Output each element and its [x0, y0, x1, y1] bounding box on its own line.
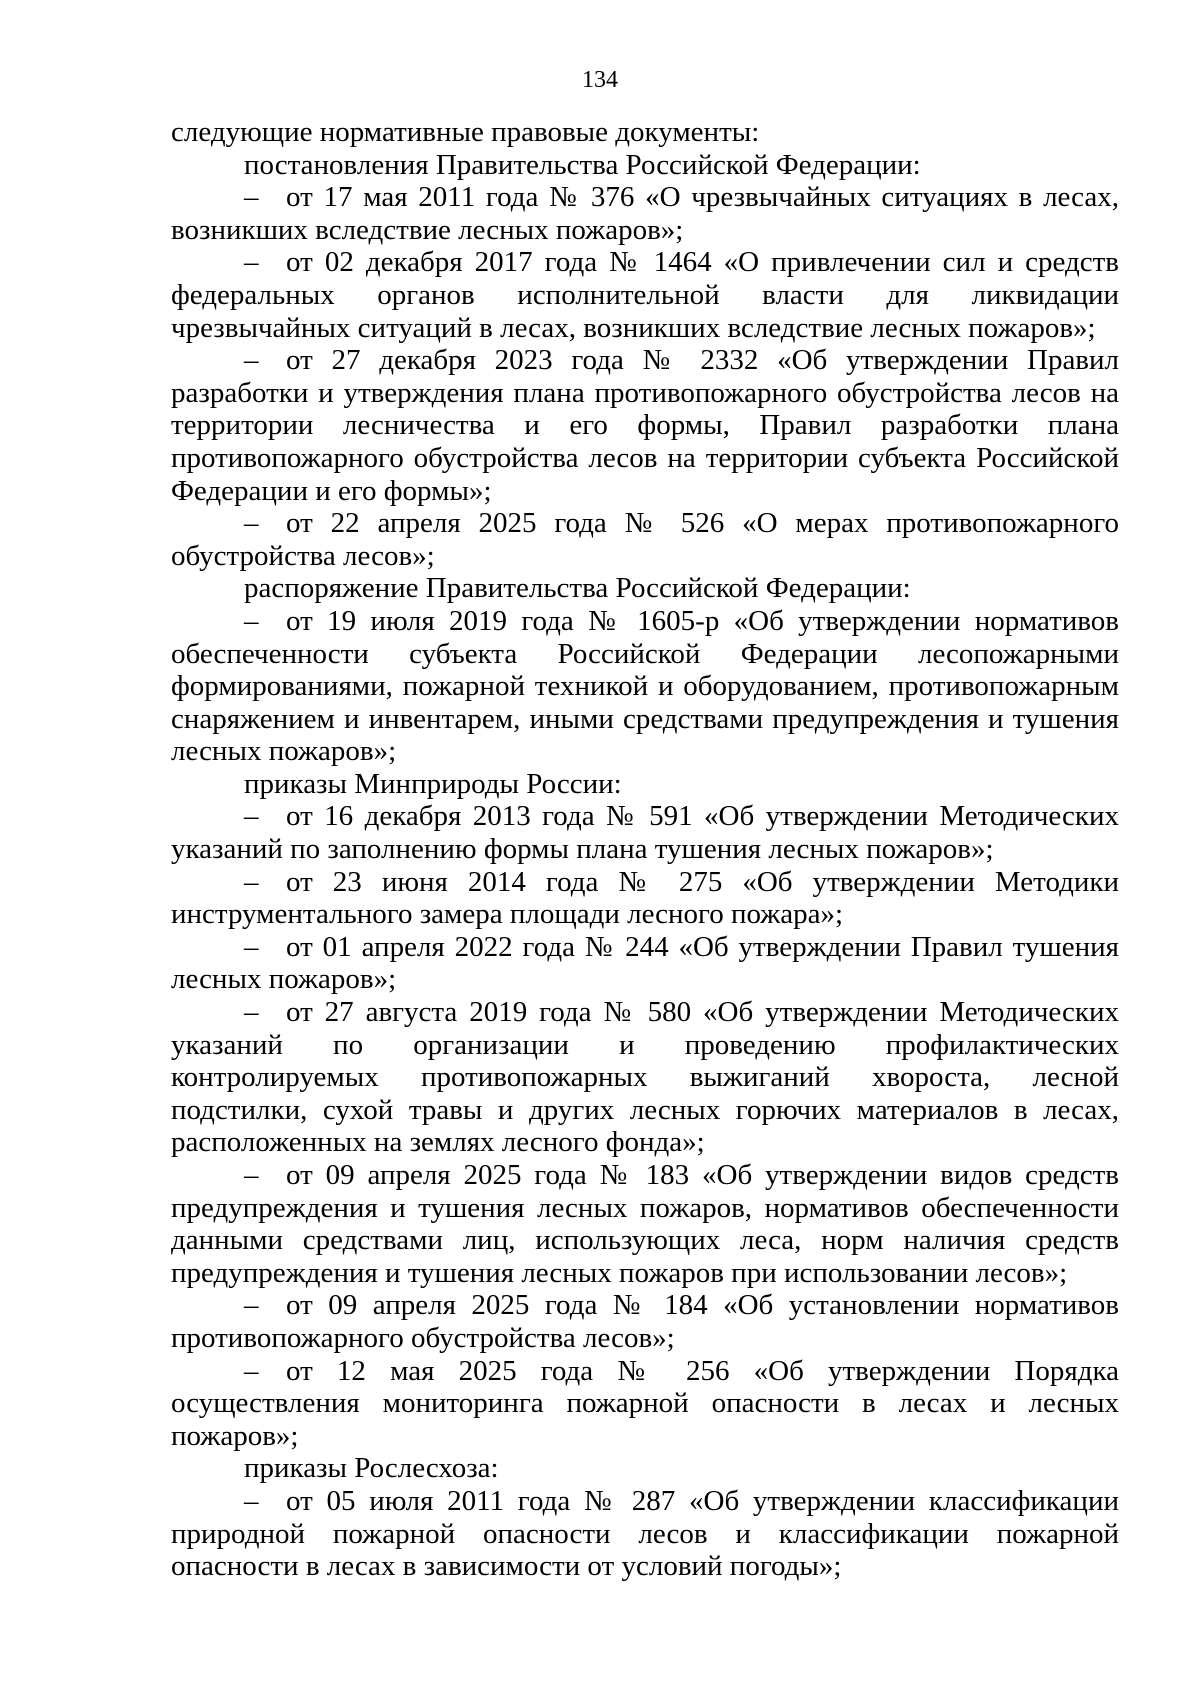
dash-marker: – — [244, 181, 259, 214]
list-item — [171, 181, 1119, 246]
list-item-text: от 17 мая 2011 года № 376 «О чрезвычайных ситуациях в лесах, возникших вследствие лесных пожаров»; — [171, 181, 1119, 246]
list-item-text: от 27 августа 2019 года № 580 «Об утверждении Методических указаний по организации и проведению профилактических контролируемых противопожарных выжиганий хвороста, лесной подстилки, сухой травы и других лесных горючих материалов в лесах, расположенных на землях лесного фонда»; — [171, 996, 1119, 1159]
list-item — [171, 996, 1119, 1159]
list-item-text: от 09 апреля 2025 года № 183 «Об утверждении видов средств предупреждения и тушения лесных пожаров, нормативов обеспеченности данными средствами лиц, использующих леса, норм наличия средств предупреждения и тушения лесных пожаров при использовании лесов»; — [171, 1159, 1119, 1289]
list-item — [171, 246, 1119, 344]
list-item — [171, 800, 1119, 865]
list-item — [171, 344, 1119, 507]
dash-marker: – — [244, 604, 259, 637]
intro-paragraph: следующие нормативные правовые документы: — [171, 116, 760, 148]
list-item — [171, 1355, 1119, 1453]
group-heading: распоряжение Правительства Российской Федерации: — [244, 572, 911, 605]
list-item — [171, 1485, 1119, 1583]
document-body — [171, 116, 1119, 1583]
list-item — [171, 1289, 1119, 1354]
list-item-text: от 23 июня 2014 года № 275 «Об утверждении Методики инструментального замера площади лесного пожара»; — [171, 865, 1119, 931]
group-heading: приказы Рослесхоза: — [244, 1452, 499, 1485]
dash-marker: – — [244, 507, 259, 540]
dash-marker: – — [244, 996, 259, 1029]
list-item — [171, 931, 1119, 996]
list-item-text: от 19 июля 2019 года № 1605-р «Об утверждении нормативов обеспеченности субъекта Российской Федерации лесопожарными формированиями, пожарной техникой и оборудованием, противопожарным снаряжением и инвентарем, иными средствами предупреждения и тушения лесных пожаров»; — [171, 604, 1119, 768]
list-item-text: от 27 декабря 2023 года № 2332 «Об утверждении Правил разработки и утверждения плана противопожарного обустройства лесов на территории лесничества и его формы, Правил разработки плана противопожарного обустройства лесов на территории субъекта Российской Федерации и его формы»; — [171, 344, 1119, 507]
list-item-text: от 01 апреля 2022 года № 244 «Об утверждении Правил тушения лесных пожаров»; — [171, 930, 1119, 996]
group-heading: постановления Правительства Российской Федерации: — [244, 148, 921, 181]
dash-marker: – — [244, 1484, 259, 1517]
list-item-text: от 09 апреля 2025 года № 184 «Об установлении нормативов противопожарного обустройства лесов»; — [171, 1289, 1119, 1354]
dash-marker: – — [244, 344, 259, 377]
page-number: 134 — [582, 67, 618, 93]
dash-marker: – — [244, 865, 259, 898]
dash-marker: – — [244, 1159, 259, 1191]
list-item-text: от 02 декабря 2017 года № 1464 «О привлечении сил и средств федеральных органов исполнительной власти для ликвидации чрезвычайных ситуаций в лесах, возникших вследствие лесных пожаров»; — [171, 246, 1119, 344]
list-item-text: от 12 мая 2025 года № 256 «Об утверждении Порядка осуществления мониторинга пожарной опасности в лесах и лесных пожаров»; — [171, 1354, 1119, 1452]
dash-marker: – — [244, 930, 259, 963]
dash-marker: – — [244, 1354, 259, 1387]
list-item — [171, 507, 1119, 572]
list-item-text: от 16 декабря 2013 года № 591 «Об утверждении Методических указаний по заполнению формы плана тушения лесных пожаров»; — [171, 800, 1119, 866]
list-item-text: от 22 апреля 2025 года № 526 «О мерах противопожарного обустройства лесов»; — [171, 507, 1119, 572]
dash-marker: – — [244, 246, 259, 279]
list-item — [171, 605, 1119, 768]
list-item — [171, 1159, 1119, 1289]
list-item-text: от 05 июля 2011 года № 287 «Об утверждении классификации природной пожарной опасности лесов и классификации пожарной опасности в лесах в зависимости от условий погоды»; — [171, 1484, 1119, 1583]
dash-marker: – — [244, 800, 259, 833]
list-item — [171, 866, 1119, 931]
dash-marker: – — [244, 1289, 259, 1322]
group-heading: приказы Минприроды России: — [244, 767, 622, 800]
